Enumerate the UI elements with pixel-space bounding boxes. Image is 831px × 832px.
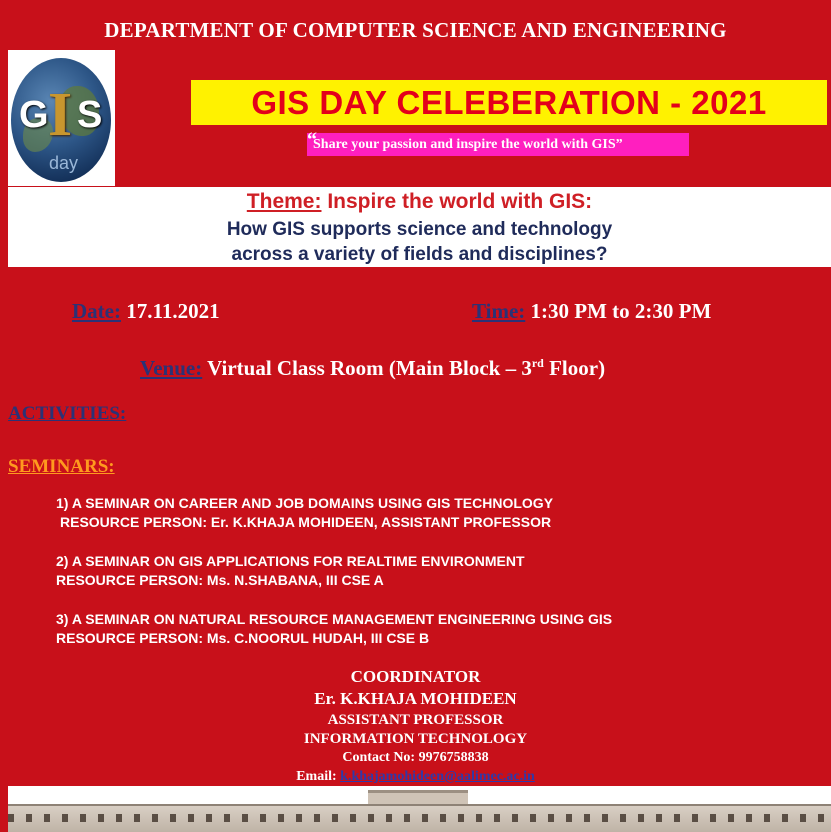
coordinator-contact: Contact No: 9976758838 — [342, 750, 489, 765]
theme-label: Theme: — [246, 190, 322, 213]
tagline-banner — [307, 129, 689, 156]
seminar-title: 2) A SEMINAR ON GIS APPLICATIONS FOR REALTIME ENVIRONMENT — [56, 553, 525, 569]
coordinator-heading: COORDINATOR — [350, 667, 481, 686]
building-windows — [8, 814, 831, 822]
theme-heading — [8, 190, 831, 214]
theme-panel — [8, 187, 831, 267]
theme-line: How GIS supports science and technology — [226, 219, 613, 240]
logo-letter: G — [19, 94, 49, 136]
gis-day-logo — [8, 50, 115, 186]
tagline: Share your passion and inspire the world with GIS” — [313, 137, 623, 152]
coordinator-email-row — [0, 769, 831, 785]
venue-value — [207, 356, 605, 380]
seminar-item — [56, 552, 525, 590]
coordinator-name: Er. K.KHAJA MOHIDEEN — [314, 689, 517, 708]
seminar-title: 3) A SEMINAR ON NATURAL RESOURCE MANAGEMENT ENGINEERING USING GIS — [56, 611, 613, 627]
event-title: GIS DAY CELEBERATION - 2021 — [251, 84, 767, 121]
seminar-item — [56, 494, 553, 532]
venue-value-main: Virtual Class Room (Main Block – 3 — [207, 356, 532, 380]
venue-floor-suffix: rd — [531, 356, 544, 370]
coordinator-position: ASSISTANT PROFESSOR — [327, 712, 504, 728]
coordinator-email-link[interactable]: k.khajamohideen@aalimec.ac.in — [340, 769, 535, 784]
seminar-resource-person: RESOURCE PERSON: Ms. N.SHABANA, III CSE A — [56, 572, 384, 588]
date-label: Date: — [72, 299, 121, 323]
event-venue — [140, 356, 605, 381]
seminar-resource-person: RESOURCE PERSON: Er. K.KHAJA MOHIDEEN, ASSISTANT PROFESSOR — [60, 514, 552, 530]
logo-letter: I — [48, 81, 73, 149]
seminar-title: 1) A SEMINAR ON CAREER AND JOB DOMAINS USING GIS TECHNOLOGY — [56, 495, 554, 511]
college-building-photo — [8, 786, 831, 832]
logo-day-text: day — [49, 153, 79, 173]
event-title-banner — [191, 80, 827, 125]
theme-line: across a variety of fields and disciplines? — [231, 244, 608, 265]
logo-letter: S — [77, 94, 103, 136]
activities-heading: ACTIVITIES: — [8, 403, 127, 424]
tagline-open-quote: “ — [307, 129, 317, 151]
time-value: 1:30 PM to 2:30 PM — [530, 299, 712, 323]
event-date — [72, 299, 220, 324]
time-label: Time: — [472, 299, 526, 323]
theme-title: Inspire the world with GIS: — [327, 190, 593, 213]
date-value: 17.11.2021 — [126, 299, 220, 323]
globe-icon — [11, 58, 111, 182]
venue-label: Venue: — [140, 356, 203, 380]
seminar-item — [56, 610, 612, 648]
event-time — [472, 299, 711, 324]
email-label: Email: — [296, 769, 341, 784]
seminar-resource-person: RESOURCE PERSON: Ms. C.NOORUL HUDAH, III CSE B — [56, 630, 430, 646]
venue-value-end: Floor) — [543, 356, 606, 380]
coordinator-department: INFORMATION TECHNOLOGY — [303, 731, 528, 747]
seminars-heading: SEMINARS: — [8, 456, 115, 477]
department-heading: DEPARTMENT OF COMPUTER SCIENCE AND ENGINEERING — [104, 18, 727, 42]
